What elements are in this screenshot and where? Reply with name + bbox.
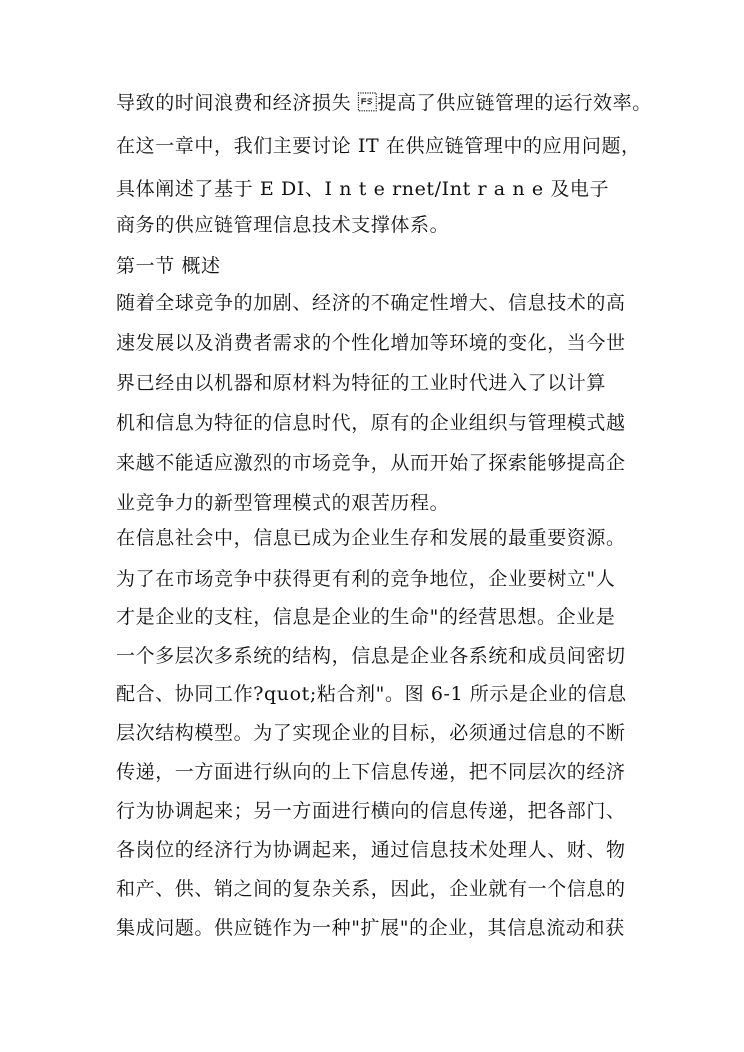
text-line: 为了在市场竞争中获得更有利的竞争地位，企业要树立"人 bbox=[116, 568, 616, 590]
text-line: 各岗位的经济行为协调起来，通过信息技术处理人、财、物 bbox=[116, 839, 626, 861]
text-line: 业竞争力的新型管理模式的艰苦历程。 bbox=[116, 492, 450, 514]
text-line: 一个多层次多系统的结构，信息是企业各系统和成员间密切 bbox=[116, 645, 626, 667]
text-line: 机和信息为特征的信息时代，原有的企业组织与管理模式越 bbox=[116, 412, 626, 434]
section-heading: 第一节 概述 bbox=[116, 255, 221, 277]
text-line: 在这一章中，我们主要讨论 IT 在供应链管理中的应用问题， bbox=[116, 135, 641, 157]
text-line: 和产、供、销之间的复杂关系，因此，企业就有一个信息的 bbox=[116, 878, 626, 900]
text-line: 导致的时间浪费和经济损失 提高了供应链管理的运行效率。 bbox=[116, 92, 652, 114]
text-line: 速发展以及消费者需求的个性化增加等环境的变化，当今世 bbox=[116, 332, 626, 354]
text-line: 来越不能适应激烈的市场竞争，从而开始了探索能够提高企 bbox=[116, 452, 626, 474]
text-line: 集成问题。供应链作为一种"扩展"的企业，其信息流动和获 bbox=[116, 917, 625, 939]
text-line: 层次结构模型。为了实现企业的目标，必须通过信息的不断 bbox=[116, 722, 626, 744]
text-line: 才是企业的支柱，信息是企业的生命"的经营思想。企业是 bbox=[116, 606, 616, 628]
text-line: 界已经由以机器和原材料为特征的工业时代进入了以计算 bbox=[116, 372, 607, 394]
text-line: 配合、协同工作?quot;粘合剂"。图 6-1 所示是企业的信息 bbox=[116, 683, 627, 705]
text-line: 在信息社会中，信息已成为企业生存和发展的最重要资源。 bbox=[116, 527, 626, 549]
text-line: 具体阐述了基于 E DI、I n t e rnet/Int r a n e 及电子 bbox=[116, 178, 610, 200]
text-line: 行为协调起来；另一方面进行横向的信息传递，把各部门、 bbox=[116, 800, 626, 822]
text-line: 商务的供应链管理信息技术支撑体系。 bbox=[116, 214, 450, 236]
text-line: 随着全球竞争的加剧、经济的不确定性增大、信息技术的高 bbox=[116, 292, 626, 314]
text-line: 传递，一方面进行纵向的上下信息传递，把不同层次的经济 bbox=[116, 761, 626, 783]
